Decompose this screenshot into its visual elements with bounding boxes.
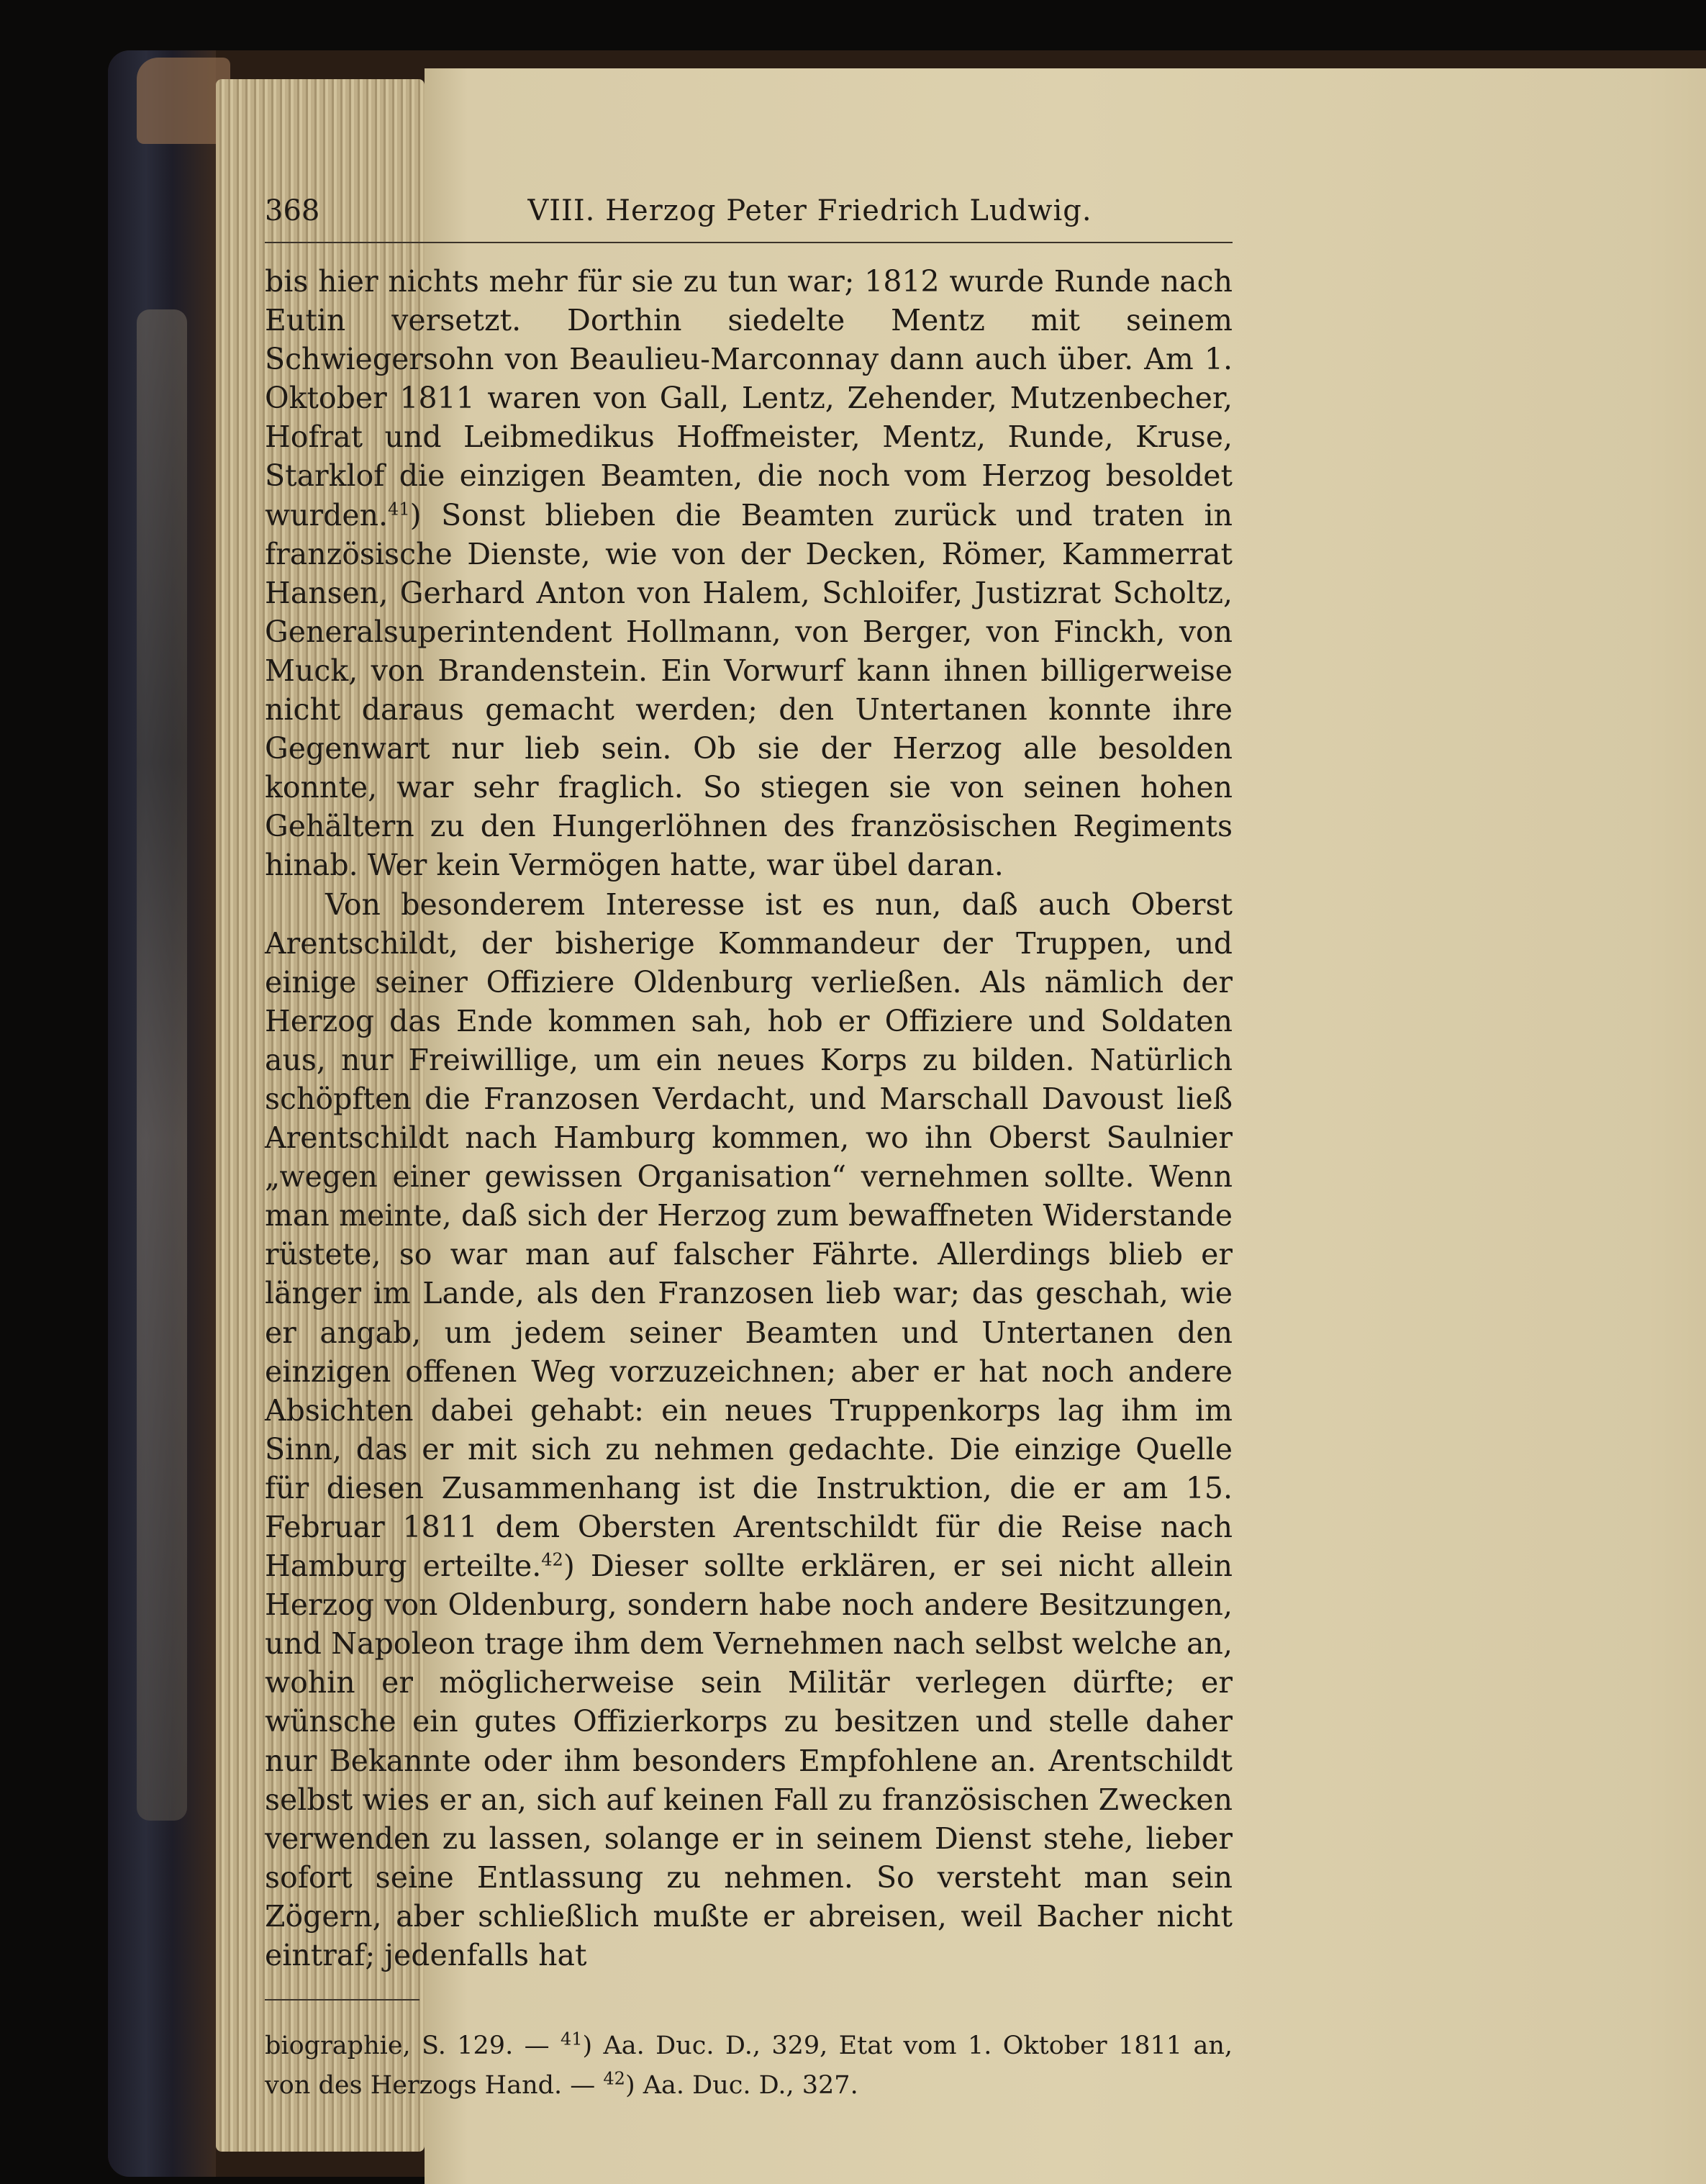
footnote-text-a: biographie, S. 129. —: [265, 2031, 561, 2061]
footnote-text-b: ) Aa. Duc. D., 329, Etat vom 1. Oktober 1811 an, von des Herzogs Hand. —: [265, 2031, 1233, 2101]
paragraph-1-text-a: bis hier nichts mehr für sie zu tun war; 1812 wurde Runde nach Eutin versetzt. Dorthin siedelte Mentz mit seinem Schwiegersohn von Beaulieu-Marconnay dann auch über. Am 1. Oktober 1811 waren von Gall, Lentz, Zehender, Mutzenbecher, Hofrat und Leibmedikus Hoffmeister, Mentz, Runde, Kruse, Starklof die einzigen Beamten, die noch vom Herzog besoldet wurden.: [265, 264, 1233, 533]
book-spine: [108, 50, 216, 2177]
footnote-marker-41: 41: [560, 2029, 583, 2049]
paragraph-1-text-b: ) Sonst blieben die Beamten zurück und traten in französische Dienste, wie von der Decken, Römer, Kammerrat Hansen, Gerhard Anton von Halem, Schloifer, Justizrat Scholtz, Generalsuperintendent Hollmann, von Berger, von Finckh, von Muck, von Brandenstein. Ein Vorwurf kann ihnen billigerweise nicht daraus gemacht werden; den Untertanen konnte ihre Gegenwart nur lieb sein. Ob sie der Herzog alle besolden konnte, war sehr fraglich. So stiegen sie von seinen hohen Gehältern zu den Hungerlöhnen des französischen Regiments hinab. Wer kein Vermögen hatte, war übel daran.: [265, 497, 1233, 883]
running-title: VIII. Herzog Peter Friedrich Ludwig.: [527, 194, 1092, 227]
running-header: [265, 194, 1233, 243]
footnote-ref-42: 42: [541, 1549, 563, 1570]
footnote-rule: [265, 1999, 419, 2001]
footnotes: [265, 2026, 1233, 2106]
page-number: 368: [265, 194, 320, 227]
paragraph-2: [265, 885, 1233, 1975]
spine-worn-area: [137, 309, 187, 1821]
paragraph-1: [265, 262, 1233, 885]
footnote-ref-41: 41: [388, 498, 410, 519]
footnote-text-c: ) Aa. Duc. D., 327.: [625, 2071, 858, 2101]
paragraph-2-text-a: Von besonderem Interesse ist es nun, daß auch Oberst Arentschildt, der bisherige Kommandeur der Truppen, und einige seiner Offiziere Oldenburg verließen. Als nämlich der Herzog das Ende kommen sah, hob er Offiziere und Soldaten aus, nur Freiwillige, um ein neues Korps zu bilden. Natürlich schöpften die Franzosen Verdacht, und Marschall Davoust ließ Arentschildt nach Hamburg kommen, wo ihn Oberst Saulnier „wegen einer gewissen Organisation“ vernehmen sollte. Wenn man meinte, daß sich der Herzog zum bewaffneten Widerstande rüstete, so war man auf falscher Fährte. Allerdings blieb er länger im Lande, als den Franzosen lieb war; das geschah, wie er angab, um jedem seiner Beamten und Untertanen den einzigen offenen Weg vorzuzeichnen; aber er hat noch andere Absichten dabei gehabt: ein neues Truppenkorps lag ihm im Sinn, das er mit sich zu nehmen gedachte. Die einzige Quelle für diesen Zusammenhang ist die Instruktion, die er am 15. Februar 1811 dem Obersten Arentschildt für die Reise nach Hamburg erteilte.: [265, 887, 1233, 1584]
body-text: [265, 262, 1233, 1975]
page-content: [265, 194, 1517, 2106]
paragraph-2-text-b: ) Dieser sollte erklären, er sei nicht allein Herzog von Oldenburg, sondern habe noch andere Besitzungen, und Napoleon trage ihm dem Vernehmen nach selbst welche an, wohin er möglicherweise sein Militär verlegen dürfte; er wünsche ein gutes Offizierkorps zu besitzen und stelle daher nur Bekannte oder ihm besonders Empfohlene an. Arentschildt selbst wies er an, sich auf keinen Fall zu französischen Zwecken verwenden zu lassen, solange er in seinem Dienst stehe, lieber sofort seine Entlassung zu nehmen. So versteht man sein Zögern, aber schließlich mußte er abreisen, weil Bacher nicht eintraf; jedenfalls hat: [265, 1549, 1233, 1973]
footnote-marker-42: 42: [603, 2068, 625, 2089]
